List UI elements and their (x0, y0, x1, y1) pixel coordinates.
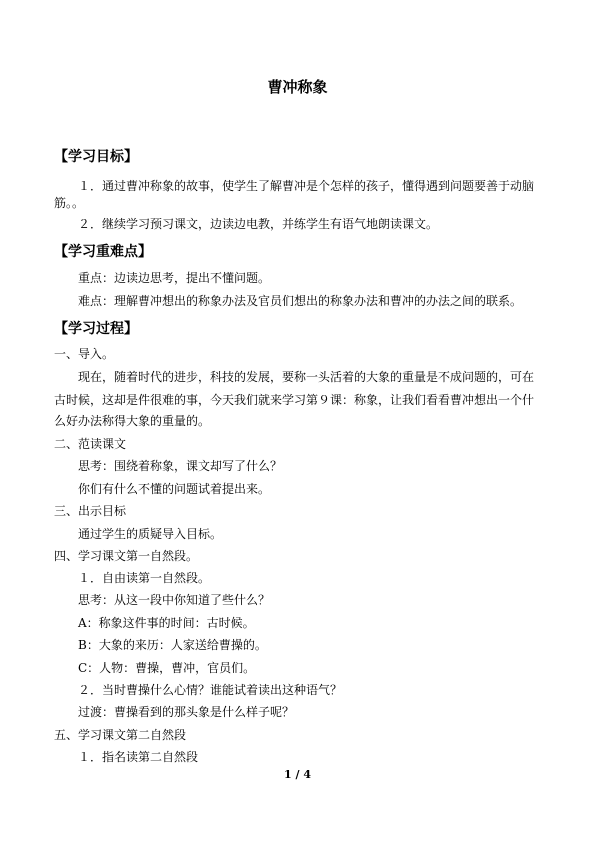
page-title: 曹冲称象 (267, 78, 328, 96)
section-4-line-4: B：大象的来历：人家送给曹操的。 (78, 638, 267, 652)
section-2-line-1: 思考：围绕着称象，课文却写了什么？ (78, 459, 283, 473)
goal-1-line-2: 筋。。 (54, 196, 85, 210)
section-1-heading: 一、导入。 (54, 347, 115, 361)
section-2-line-2: 你们有什么不懂的问题试着提出来。 (78, 482, 271, 496)
section-5-line-1: １．指名读第二自然段 (78, 750, 199, 764)
section-3-line-1: 通过学生的质疑导入目标。 (78, 527, 223, 541)
heading-key-points: 【学习重难点】 (54, 244, 152, 260)
heading-process: 【学习过程】 (54, 321, 138, 337)
section-4-line-6: ２．当时曹操什么心情？谁能试着读出这种语气？ (78, 683, 343, 697)
section-4-line-2: 思考：从这一段中你知道了些什么？ (78, 593, 271, 607)
difficult-point: 难点：理解曹冲想出的称象办法及官员们想出的称象办法和曹冲的办法之间的联系。 (78, 294, 523, 308)
section-3-heading: 三、出示目标 (54, 504, 127, 518)
section-2-heading: 二、范读课文 (54, 437, 127, 451)
key-point: 重点：边读边思考，提出不懂问题。 (78, 271, 271, 285)
page-number: 1 / 4 (284, 768, 311, 781)
goal-2: ２．继续学习预习课文，边读边电教，并练学生有语气地朗读课文。 (78, 217, 439, 231)
section-1-para-line-2: 古时候，这却是件很难的事，今天我们就来学习第９课：称象，让我们看看曹冲想出一个什 (54, 393, 535, 407)
section-4-heading: 四、学习课文第一自然段。 (54, 549, 199, 563)
goal-1-line-1: １．通过曹冲称象的故事，使学生了解曹冲是个怎样的孩子，懂得遇到问题要善于动脑 (78, 179, 535, 193)
section-1-para-line-1: 现在，随着时代的进步，科技的发展，要称一头活着的大象的重量是不成问题的，可在 (78, 370, 535, 384)
section-4-line-5: C：人物：曹操，曹冲，官员们。 (78, 661, 256, 675)
section-4-line-7: 过渡：曹操看到的那头象是什么样子呢？ (78, 705, 295, 719)
section-5-heading: 五、学习课文第二自然段 (54, 728, 187, 742)
section-4-line-3: A：称象这件事的时间：古时候。 (78, 616, 255, 630)
section-1-para-line-3: 么好办法称得大象的重量的。 (54, 414, 211, 428)
heading-goals: 【学习目标】 (54, 149, 138, 165)
section-4-line-1: １．自由读第一自然段。 (78, 571, 211, 585)
